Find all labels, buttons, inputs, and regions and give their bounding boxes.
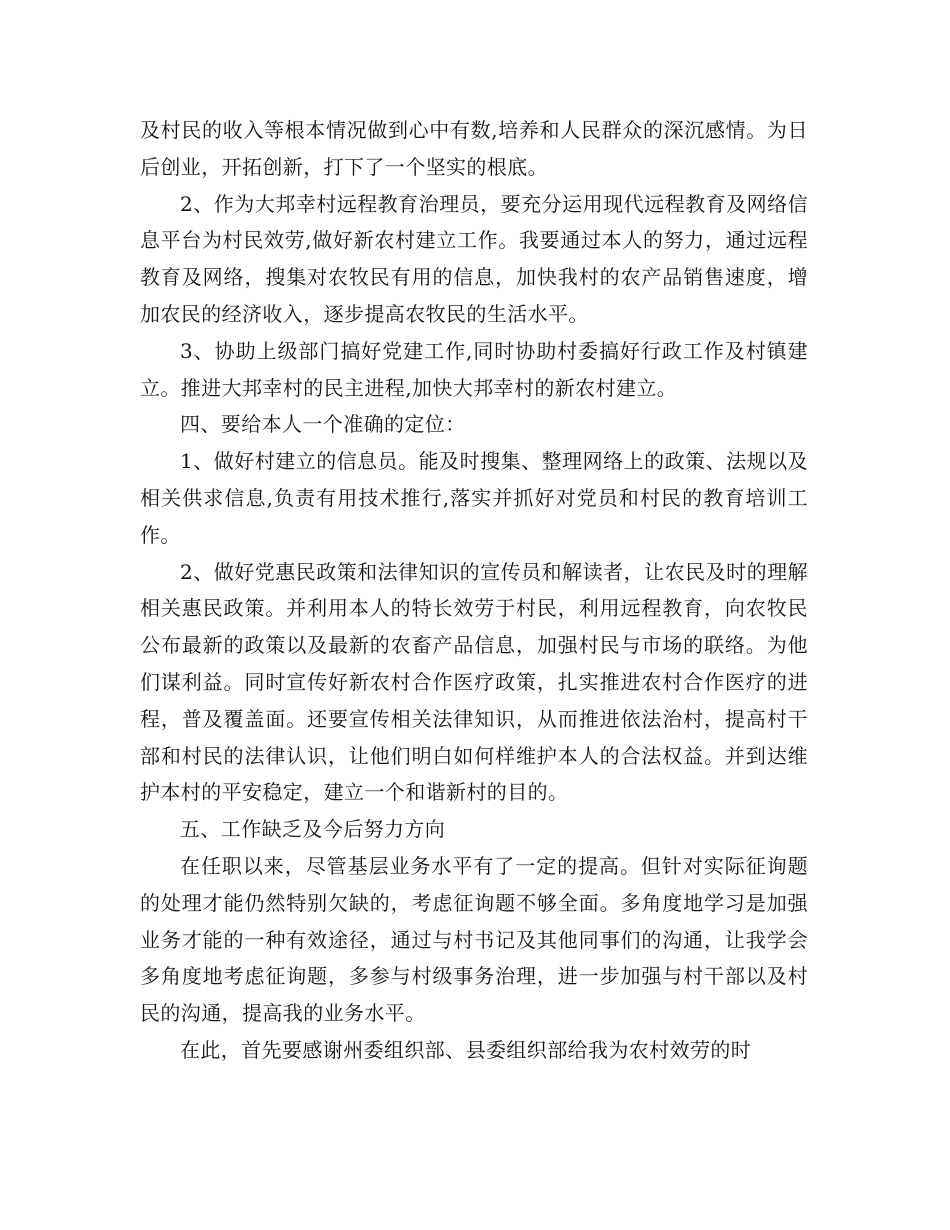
section-heading-shortcomings: 五、工作缺乏及今后努力方向	[180, 817, 446, 842]
paragraph-item-2-remote-education: 2、作为大邦幸村远程教育治理员，要充分运用现代远程教育及网络信息平台为村民效劳,做好新农村建立工作。我要通过本人的努力，通过远程教育及网络，搜集对农牧民有用的信息，加快我村的农产品销售速度，增加农民的经济收入，逐步提高农牧民的生活水平。	[140, 191, 808, 326]
paragraph-continued: 及村民的收入等根本情况做到心中有数,培养和人民群众的深沉感情。为日后创业，开拓创新，打下了一个坚实的根底。	[140, 118, 808, 179]
paragraph-item-2-policy: 2、做好党惠民政策和法律知识的宣传员和解读者，让农民及时的理解相关惠民政策。并利用本人的特长效劳于村民，利用远程教育，向农牧民公布最新的政策以及最新的农畜产品信息，加强村民与市场的联络。为他们谋利益。同时宣传好新农村合作医疗政策，扎实推进农村合作医疗的进程，普及覆盖面。还要宣传相关法律知识，从而推进依法治村，提高村干部和村民的法律认识，让他们明白如何样维护本人的合法权益。并到达维护本村的平安稳定，建立一个和谐新村的目的。	[140, 559, 808, 805]
paragraph-shortcomings: 在任职以来，尽管基层业务水平有了一定的提高。但针对实际征询题的处理才能仍然特别欠缺的，考虑征询题不够全面。多角度地学习是加强业务才能的一种有效途径，通过与村书记及其他同事们的沟通，让我学会多角度地考虑征询题，多参与村级事务治理，进一步加强与村干部以及村民的沟通，提高我的业务水平。	[140, 853, 808, 1026]
paragraph-item-1-information: 1、做好村建立的信息员。能及时搜集、整理网络上的政策、法规以及相关供求信息,负责有用技术推行,落实并抓好对党员和村民的教育培训工作。	[140, 449, 808, 547]
section-heading-positioning: 四、要给本人一个准确的定位：	[180, 412, 466, 437]
document-page	[140, 112, 808, 1069]
paragraph-item-3-party-building: 3、协助上级部门搞好党建工作,同时协助村委搞好行政工作及村镇建立。推进大邦幸村的民主进程,加快大邦幸村的新农村建立。	[140, 338, 808, 400]
paragraph-thanks: 在此，首先要感谢州委组织部、县委组织部给我为农村效劳的时	[180, 1037, 752, 1062]
